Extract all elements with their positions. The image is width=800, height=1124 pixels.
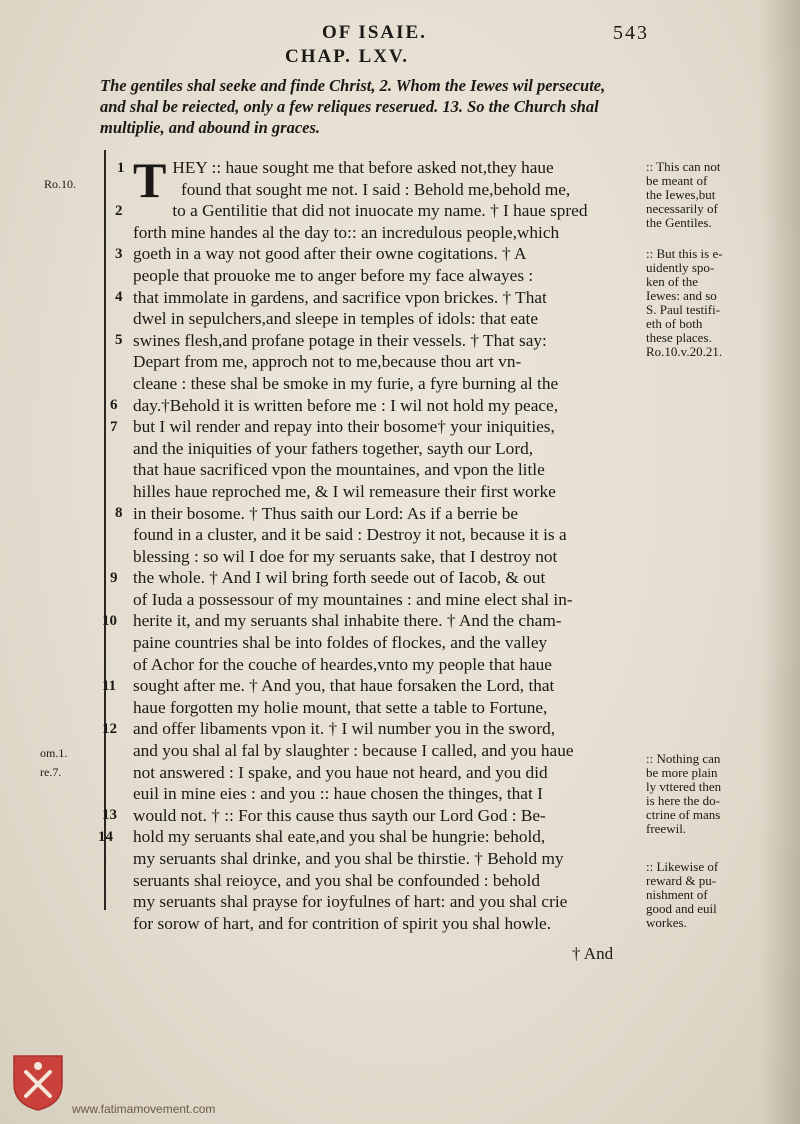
- text-line: but I wil render and repay into their bosome† your iniquities,: [133, 417, 555, 437]
- text-line: and the iniquities of your fathers together, sayth our Lord,: [133, 438, 534, 458]
- catchword: † And: [572, 944, 614, 963]
- text-line: dwel in sepulchers,and sleepe in temples of idols: that eate: [133, 309, 539, 329]
- papal-shield-logo-icon: [12, 1054, 64, 1112]
- scripture-text: [133, 152, 638, 934]
- note-line: nishment of: [646, 887, 708, 902]
- note-line: ctrine of mans: [646, 807, 721, 822]
- text-line: to a Gentilitie that did not inuocate my name. † I haue spred: [172, 201, 588, 221]
- margin-cross-reference: Ro.10.: [44, 177, 77, 191]
- argument-line: The gentiles shal seeke and finde Christ, 2. Whom the Iewes wil persecute,: [100, 76, 606, 95]
- verse-number: 14: [98, 829, 113, 845]
- note-line: good and euil: [646, 901, 717, 916]
- note-line: Ro.10.v.20.21.: [646, 344, 723, 359]
- text-line: herite it, and my seruants shal inhabite there. † And the cham-: [133, 611, 562, 631]
- text-line: seruants shal reioyce, and you shal be confounded : behold: [133, 870, 540, 890]
- verse-number: 8: [115, 505, 123, 521]
- text-line: not answered : I spake, and you haue not heard, and you did: [133, 762, 548, 782]
- text-line: found that sought me not. I said : Behold me,behold me,: [181, 179, 571, 199]
- argument-line: and shal be reiected, only a few reliques reserued. 13. So the Church shal: [100, 97, 599, 116]
- margin-cross-reference: om.1.: [40, 746, 68, 760]
- note-line: is here the do-: [646, 793, 721, 808]
- chapter-argument: [100, 75, 660, 138]
- note-line: necessarily of: [646, 201, 718, 216]
- note-line: S. Paul testifi-: [646, 302, 721, 317]
- text-line: that haue sacrificed vpon the mountaines, and vpon the litle: [133, 460, 545, 480]
- note-line: workes.: [646, 915, 687, 930]
- text-line: people that prouoke me to anger before my face alwayes :: [133, 265, 534, 285]
- text-line: that immolate in gardens, and sacrifice vpon brickes. † That: [133, 287, 547, 307]
- text-line: cleane : these shal be smoke in my furie, a fyre burning al the: [133, 373, 559, 393]
- note-line: be meant of: [646, 173, 708, 188]
- verse-number: 1: [117, 160, 125, 176]
- text-line: blessing : so wil I doe for my seruants sake, that I destroy not: [133, 546, 558, 566]
- note-line: uidently spo-: [646, 260, 715, 275]
- page-number: 543: [613, 22, 649, 44]
- note-line: the Gentiles.: [646, 215, 712, 230]
- verse-number: 3: [115, 246, 123, 262]
- marginal-note: [646, 860, 776, 930]
- marginal-note: [646, 752, 776, 836]
- note-line: :: Nothing can: [646, 751, 721, 766]
- marginal-note: [646, 247, 776, 359]
- note-line: ken of the: [646, 274, 698, 289]
- text-line: my seruants shal drinke, and you shal be thirstie. † Behold my: [133, 849, 564, 868]
- text-line: the whole. † And I wil bring forth seede out of Iacob, & out: [133, 568, 546, 588]
- text-line: goeth in a way not good after their owne cogitations. † A: [133, 244, 527, 264]
- verse-number: 5: [115, 332, 123, 348]
- text-line: my seruants shal prayse for ioyfulnes of hart: and you shal crie: [133, 892, 568, 912]
- verse-number: 4: [115, 289, 123, 305]
- note-line: ly vttered then: [646, 779, 722, 794]
- text-line: sought after me. † And you, that haue forsaken the Lord, that: [133, 676, 555, 696]
- verse-number: 11: [102, 678, 117, 694]
- note-line: eth of both: [646, 316, 703, 331]
- verse-number: 2: [115, 203, 123, 219]
- text-line: would not. † :: For this cause thus sayth our Lord God : Be-: [133, 805, 546, 825]
- text-line: haue forgotten my holie mount, that sette a table to Fortune,: [133, 697, 548, 717]
- argument-line: multiplie, and abound in graces.: [100, 118, 321, 137]
- marginal-note: [646, 160, 776, 230]
- note-line: freewil.: [646, 821, 687, 836]
- website-link[interactable]: www.fatimamovement.com: [72, 1102, 216, 1116]
- margin-cross-reference: re.7.: [40, 765, 62, 779]
- note-line: :: This can not: [646, 159, 721, 174]
- note-line: reward & pu-: [646, 873, 717, 888]
- text-line: forth mine handes al the day to:: an incredulous people,which: [133, 222, 560, 242]
- verse-number: 7: [110, 419, 118, 435]
- text-line: of Achor for the couche of heardes,vnto my people that haue: [133, 654, 552, 674]
- note-line: :: Likewise of: [646, 859, 719, 874]
- note-line: Iewes: and so: [646, 288, 717, 303]
- note-line: be more plain: [646, 765, 718, 780]
- verse-number: 13: [102, 807, 117, 823]
- text-line-content: HEY :: haue sought me that before asked not,they haue: [172, 158, 554, 177]
- text-line: swines flesh,and profane potage in their vessels. † That say:: [133, 330, 547, 350]
- verse-number: 9: [110, 570, 118, 586]
- note-line: :: But this is e-: [646, 246, 723, 261]
- note-line: the Iewes,but: [646, 187, 716, 202]
- text-line: euil in mine eies : and you :: haue chosen the thinges, that I: [133, 784, 543, 804]
- text-line: paine countries shal be into foldes of flockes, and the valley: [133, 633, 548, 653]
- text-line: for sorow of hart, and for contrition of spirit you shal howle.: [133, 913, 552, 933]
- text-line: hold my seruants shal eate,and you shal be hungrie: behold,: [133, 827, 546, 847]
- text-line: of Iuda a possessour of my mountaines : and mine elect shal in-: [133, 589, 573, 609]
- text-line: day.†Behold it is written before me : I wil not hold my peace,: [133, 395, 559, 415]
- text-line: and offer libaments vpon it. † I wil number you in the sword,: [133, 719, 556, 739]
- drop-capital: T: [133, 152, 167, 208]
- verse-number: 12: [102, 721, 117, 737]
- text-line: hilles haue reproched me, & I wil remeasure their first worke: [133, 481, 556, 501]
- text-line: in their bosome. † Thus saith our Lord: As if a berrie be: [133, 503, 519, 523]
- chapter-heading: CHAP. LXV.: [285, 46, 409, 67]
- margin-rule: [104, 150, 106, 910]
- note-line: these places.: [646, 330, 712, 345]
- running-title: OF ISAIE.: [322, 22, 427, 43]
- verse-number: 6: [110, 397, 118, 413]
- text-line: and you shal al fal by slaughter : because I called, and you haue: [133, 741, 574, 761]
- text-line: Depart from me, approch not to me,because thou art vn-: [133, 352, 522, 372]
- verse-number: 10: [102, 613, 117, 629]
- text-line: found in a cluster, and it be said : Destroy it not, because it is a: [133, 525, 567, 545]
